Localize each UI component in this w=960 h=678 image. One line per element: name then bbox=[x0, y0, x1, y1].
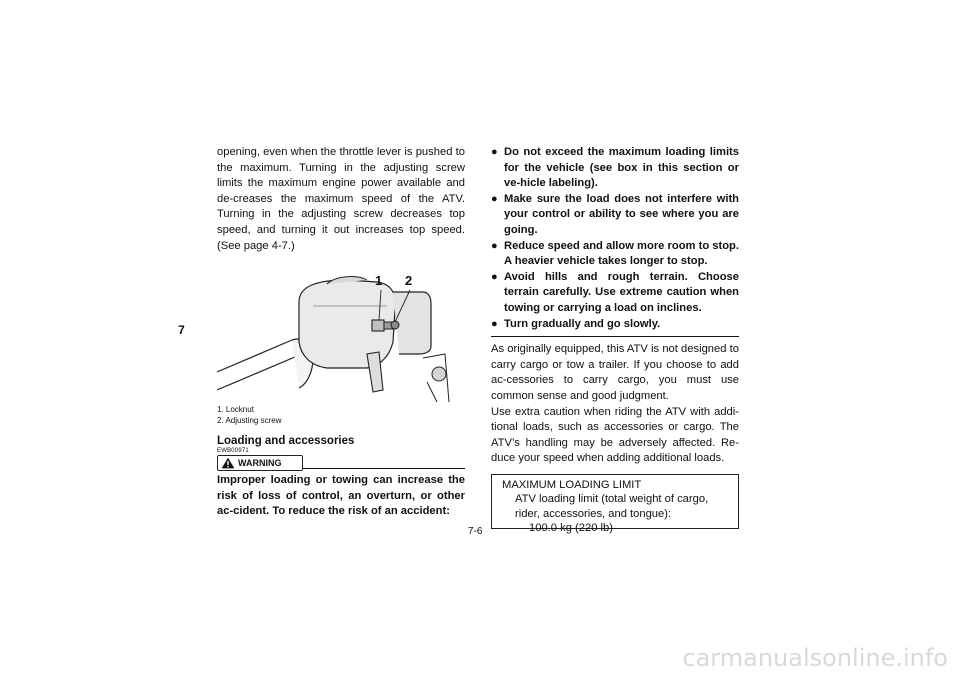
warning-bullet-list bbox=[491, 145, 739, 332]
limit-description: ATV loading limit (total weight of cargo, rider, accessories, and tongue): bbox=[515, 493, 709, 520]
bullet-icon: ● bbox=[491, 239, 498, 252]
throttle-figure bbox=[217, 262, 465, 402]
bullet-icon: ● bbox=[491, 146, 498, 158]
limit-value: 100.0 kg (220 lb) bbox=[529, 522, 613, 535]
warning-label: WARNING bbox=[238, 458, 282, 469]
legend-adjusting-screw: 2. Adjusting screw bbox=[217, 416, 282, 426]
section-title: Loading and accessories bbox=[217, 435, 355, 448]
legend-locknut: 1. Locknut bbox=[217, 405, 254, 415]
intro-paragraph: opening, even when the throttle lever is pushed to the maximum. Turning in the adjusting screw limits the maximum engine power available and de-creases the maximum speed of the ATV. Turning in the adjusting screw decreases top speed, and turning it out increases top speed. (See page 4-7.) bbox=[217, 146, 465, 252]
right-column bbox=[491, 145, 739, 535]
warning-end-rule bbox=[491, 336, 739, 337]
warning-badge bbox=[217, 455, 303, 471]
bullet-icon: ● bbox=[491, 192, 498, 205]
callout-2: 2 bbox=[405, 273, 413, 289]
warning-triangle-icon bbox=[221, 457, 235, 469]
list-item bbox=[491, 192, 739, 239]
bullet-icon: ● bbox=[491, 317, 498, 330]
bullet-icon: ● bbox=[491, 270, 498, 283]
bullet-text: Avoid hills and rough terrain. Choose terrain carefully. Use extreme caution when towing or carrying a load on inclines. bbox=[504, 270, 739, 314]
loading-limit-box bbox=[491, 474, 739, 535]
warning-code: EWB00971 bbox=[217, 448, 249, 455]
left-column bbox=[217, 145, 465, 520]
callout-1: 1 bbox=[375, 273, 383, 289]
page-number: 7-6 bbox=[468, 526, 483, 537]
bullet-text: Turn gradually and go slowly. bbox=[504, 317, 661, 330]
bullet-text: Do not exceed the maximum loading limits for the vehicle (see box in this section or ve-hicle labeling). bbox=[504, 146, 739, 190]
bullet-text: Make sure the load does not interfere with your control or ability to see where you are going. bbox=[504, 192, 739, 236]
list-item bbox=[491, 270, 739, 317]
bullet-text: Reduce speed and allow more room to stop. A heavier vehicle takes longer to stop. bbox=[504, 239, 739, 268]
watermark: carmanualsonline.info bbox=[682, 644, 948, 672]
warning-header bbox=[217, 455, 465, 471]
warning-rule bbox=[303, 468, 465, 469]
list-item bbox=[491, 239, 739, 270]
caution-paragraph: Use extra caution when riding the ATV with addi-tional loads, such as accessories or cargo. The ATV’s handling may be adversely affected. Re-duce your speed when adding additional loads. bbox=[491, 405, 739, 465]
limit-title: MAXIMUM LOADING LIMIT bbox=[502, 478, 642, 491]
warning-text: Improper loading or towing can increase the risk of loss of control, an overturn, or other ac-cident. To reduce the risk of an accident: bbox=[217, 474, 465, 518]
throttle-housing-illustration bbox=[217, 262, 465, 402]
list-item bbox=[491, 145, 739, 192]
cargo-paragraph: As originally equipped, this ATV is not designed to carry cargo or tow a trailer. If you choose to add ac-cessories to carry cargo, you must use common sense and good judgment. bbox=[491, 343, 739, 402]
chapter-tab: 7 bbox=[178, 323, 185, 337]
figure-legend bbox=[217, 404, 465, 426]
list-item bbox=[491, 317, 739, 333]
